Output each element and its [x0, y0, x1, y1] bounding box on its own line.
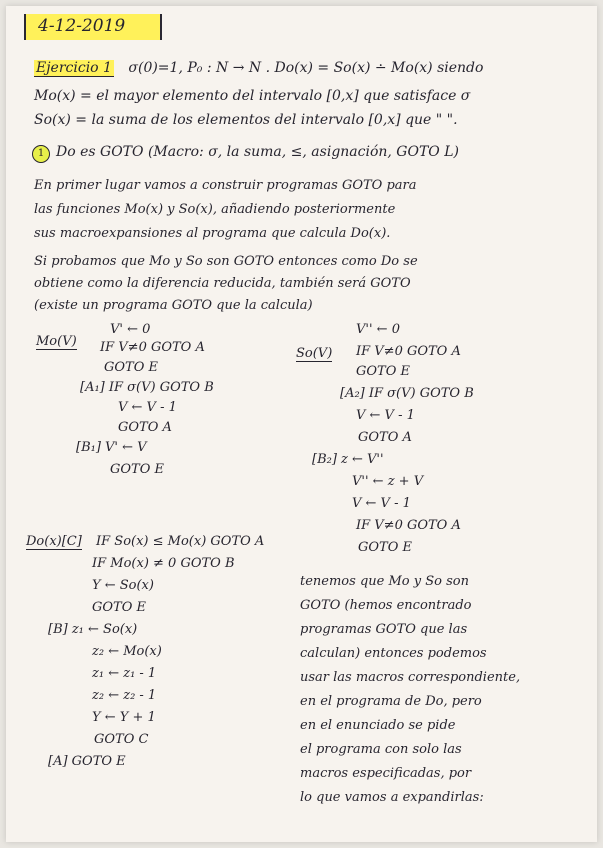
- code-line: z₂ ← Mo(x): [92, 644, 162, 659]
- code-line: V'' ← 0: [356, 322, 400, 337]
- code-line: GOTO E: [92, 600, 146, 615]
- note-line: usar las macros correspondiente,: [300, 670, 521, 685]
- bullet-marker: 1: [32, 145, 50, 163]
- code-line: Y ← Y + 1: [92, 710, 156, 725]
- code-line: [B] z₁ ← So(x): [48, 622, 138, 637]
- do-label: Do(x)[C]: [26, 534, 82, 549]
- so-label: So(V): [296, 346, 333, 361]
- note-line: GOTO (hemos encontrado: [300, 598, 472, 613]
- paragraph-line: En primer lugar vamos a construir programas GOTO para: [34, 178, 417, 193]
- code-line: [A₁] IF σ(V) GOTO B: [80, 380, 214, 395]
- code-line: GOTO A: [118, 420, 172, 435]
- note-line: macros especificadas, por: [300, 766, 472, 781]
- code-line: V ← V - 1: [352, 496, 411, 511]
- exercise-line-2: Mo(x) = el mayor elemento del intervalo [0,x] que satisface σ: [34, 88, 471, 104]
- code-line: GOTO E: [104, 360, 158, 375]
- note-line: el programa con solo las: [300, 742, 462, 757]
- exercise-line-3: So(x) = la suma de los elementos del intervalo [0,x] que " ".: [34, 112, 458, 128]
- exercise-label: Ejercicio 1: [36, 60, 112, 76]
- exercise-line-1: [34, 60, 483, 76]
- code-line: GOTO A: [358, 430, 412, 445]
- paragraph-line: obtiene como la diferencia reducida, también será GOTO: [34, 276, 411, 291]
- code-line: IF V≠0 GOTO A: [356, 344, 461, 359]
- code-line: [A₂] IF σ(V) GOTO B: [340, 386, 474, 401]
- code-line: [A] GOTO E: [48, 754, 126, 769]
- paragraph-line: (existe un programa GOTO que la calcula): [34, 298, 313, 313]
- note-line: calculan) entonces podemos: [300, 646, 487, 661]
- part1-heading-text: Do es GOTO (Macro: σ, la suma, ≤, asignación, GOTO L): [56, 144, 459, 160]
- paragraph-line: Si probamos que Mo y So son GOTO entonces como Do se: [34, 254, 418, 269]
- code-line: z₁ ← z₁ - 1: [92, 666, 157, 681]
- code-line: GOTO E: [356, 364, 410, 379]
- note-line: tenemos que Mo y So son: [300, 574, 469, 589]
- code-line: z₂ ← z₂ - 1: [92, 688, 157, 703]
- code-line: V'' ← z + V: [352, 474, 424, 489]
- paragraph-line: las funciones Mo(x) y So(x), añadiendo posteriormente: [34, 202, 396, 217]
- note-line: lo que vamos a expandirlas:: [300, 790, 484, 805]
- code-line: V ← V - 1: [118, 400, 177, 415]
- code-line: [B₁] V' ← V: [76, 440, 147, 455]
- code-line: V' ← 0: [110, 322, 151, 337]
- code-line: IF So(x) ≤ Mo(x) GOTO A: [96, 534, 265, 549]
- code-line: GOTO E: [358, 540, 412, 555]
- code-line: IF V≠0 GOTO A: [356, 518, 461, 533]
- code-line: IF Mo(x) ≠ 0 GOTO B: [92, 556, 235, 571]
- code-line: Y ← So(x): [92, 578, 154, 593]
- code-line: GOTO E: [110, 462, 164, 477]
- note-line: en el programa de Do, pero: [300, 694, 482, 709]
- code-line: [B₂] z ← V'': [312, 452, 384, 467]
- paragraph-line: sus macroexpansiones al programa que calcula Do(x).: [34, 226, 391, 241]
- exercise-definition: σ(0)=1, P₀ : N → N . Do(x) = So(x) ∸ Mo(x) siendo: [128, 60, 484, 76]
- note-line: en el enunciado se pide: [300, 718, 456, 733]
- date: 4-12-2019: [38, 16, 126, 36]
- part1-heading: [32, 144, 459, 163]
- mo-label: Mo(V): [36, 334, 77, 349]
- code-line: IF V≠0 GOTO A: [100, 340, 205, 355]
- code-line: V ← V - 1: [356, 408, 415, 423]
- code-line: GOTO C: [94, 732, 149, 747]
- note-line: programas GOTO que las: [300, 622, 468, 637]
